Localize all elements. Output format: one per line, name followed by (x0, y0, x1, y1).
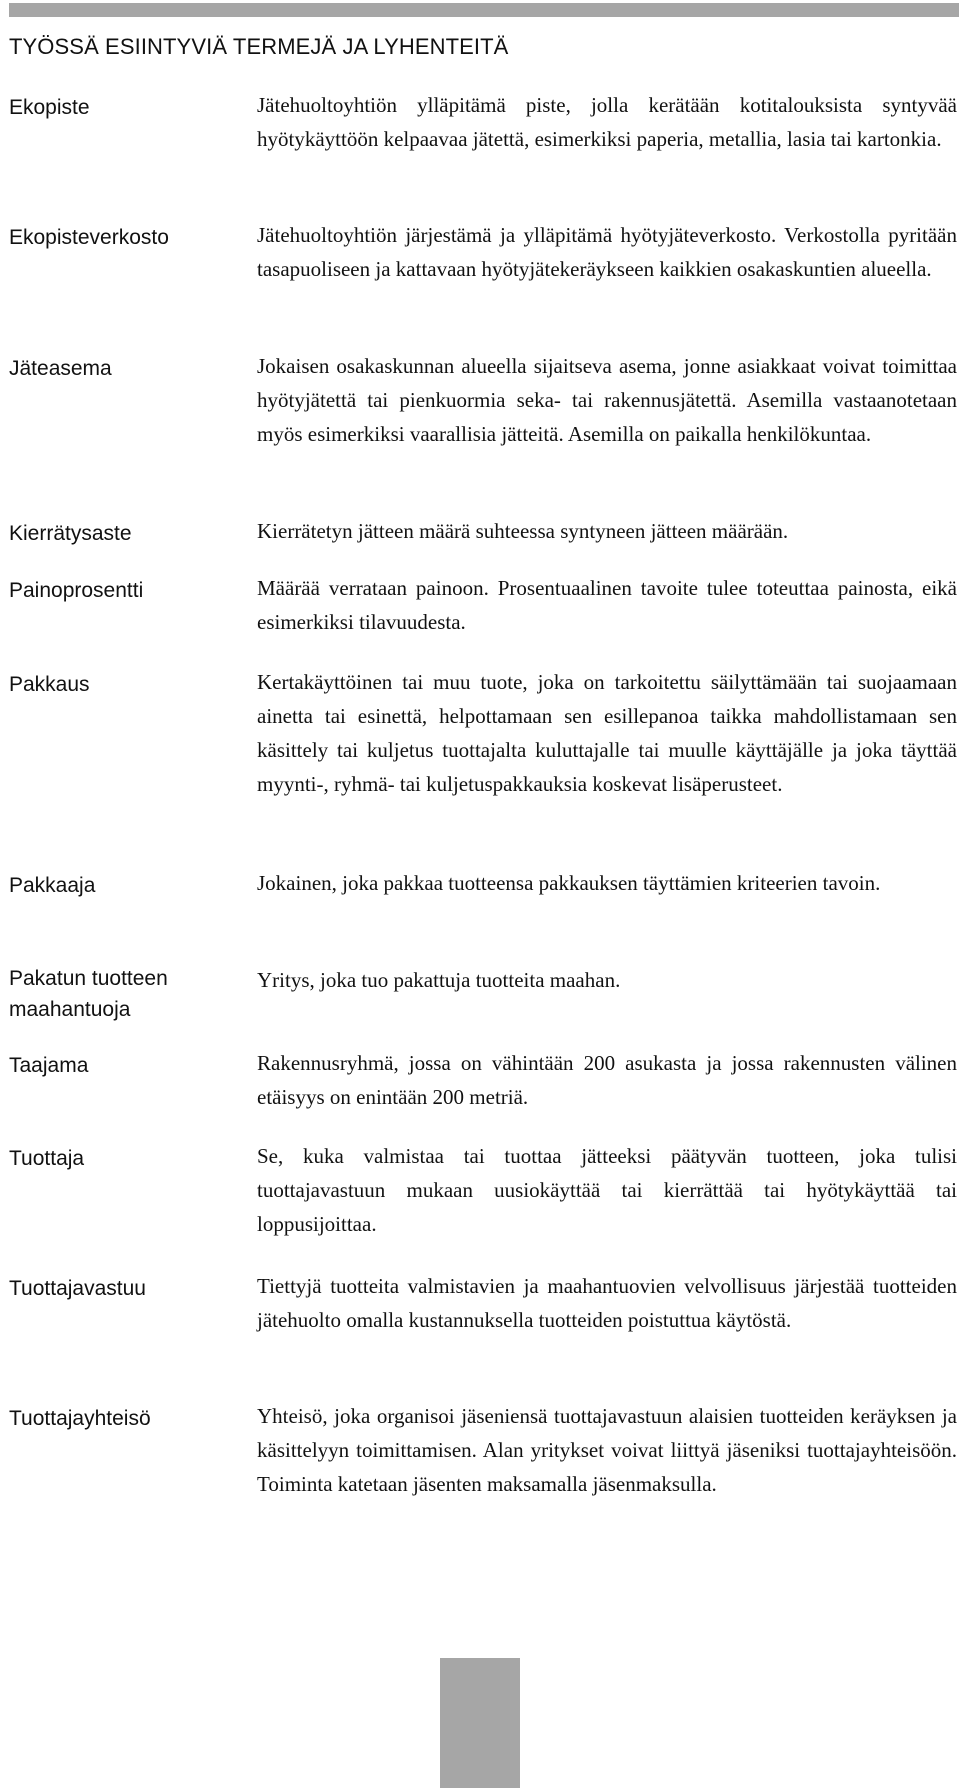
term-pakkaaja: Pakkaaja (9, 874, 96, 897)
term-jateasema: Jäteasema (9, 357, 112, 380)
definition-taajama: Rakennusryhmä, jossa on vähintään 200 asukasta ja jossa rakennusten välinen etäisyys on enintään 200 metriä. (257, 1051, 957, 1109)
term-tuottajavastuu: Tuottajavastuu (9, 1277, 146, 1300)
term-ekopisteverkosto: Ekopisteverkosto (9, 226, 169, 249)
definition-kierratysaste: Kierrätetyn jätteen määrä suhteessa syntyneen jätteen määrään. (257, 519, 789, 543)
term-taajama: Taajama (9, 1054, 89, 1077)
term-kierratysaste: Kierrätysaste (9, 522, 132, 545)
definition-tuottaja: Se, kuka valmistaa tai tuottaa jätteeksi päätyvän tuotteen, joka tulisi tuottajavastuun mukaan uusiokäyttää tai kierrättää tai hyötykäyttää tai loppusijoittaa. (257, 1144, 957, 1236)
term-pakkaus: Pakkaus (9, 673, 90, 696)
definition-pakkaus: Kertakäyttöinen tai muu tuote, joka on tarkoitettu säilyttämään tai suojaamaan ainetta tai esinettä, helpottamaan sen esillepanoa taikka mahdollistamaan sen käsittely tai kuljetus tuottajalta kuluttajalle tai muulle käyttäjälle ja joka täyttää myynti-, ryhmä- tai kuljetuspakkauksia koskevat lisäperusteet. (257, 670, 957, 796)
definition-ekopisteverkosto: Jätehuoltoyhtiön järjestämä ja ylläpitämä hyötyjäteverkosto. Verkostolla pyritään tasapuoliseen ja kattavaan hyötyjätekeräykseen kaikkien osakaskuntien alueella. (257, 223, 957, 281)
page-number-tab (440, 1658, 520, 1788)
definition-painoprosentti: Määrää verrataan painoon. Prosentuaalinen tavoite tulee toteuttaa painosta, eikä esimerkiksi tilavuudesta. (257, 576, 957, 634)
top-decorative-bar (9, 3, 959, 17)
definition-pakkaaja: Jokainen, joka pakkaa tuotteensa pakkauksen täyttämien kriteerien tavoin. (257, 871, 881, 895)
definition-jateasema: Jokaisen osakaskunnan alueella sijaitseva asema, jonne asiakkaat voivat toimittaa hyötyjätettä tai pienkuormia seka- tai rakennusjätettä. Asemilla vastaanotetaan myös esimerkiksi vaarallisia jätteitä. Asemilla on paikalla henkilökuntaa. (257, 354, 957, 446)
definition-tuottajavastuu: Tiettyjä tuotteita valmistavien ja maahantuovien velvollisuus järjestää tuotteiden jätehuolto omalla kustannuksella tuotteiden poistuttua käytöstä. (257, 1274, 957, 1332)
term-tuottaja: Tuottaja (9, 1147, 85, 1170)
term-painoprosentti: Painoprosentti (9, 579, 144, 602)
definition-tuottajayhteiso: Yhteisö, joka organisoi jäseniensä tuottajavastuun alaisien tuotteiden keräyksen ja käsittelyyn toimittamisen. Alan yritykset voivat liittyä jäseniksi tuottajayhteisöön. Toiminta katetaan jäsenten maksamalla jäsenmaksulla. (257, 1404, 957, 1496)
term-ekopiste: Ekopiste (9, 96, 90, 119)
definition-pakatun-tuotteen-maahantuoja: Yritys, joka tuo pakattuja tuotteita maahan. (257, 968, 621, 992)
term-tuottajayhteiso: Tuottajayhteisö (9, 1407, 151, 1430)
page-title: TYÖSSÄ ESIINTYVIÄ TERMEJÄ JA LYHENTEITÄ (9, 34, 509, 59)
definition-ekopiste: Jätehuoltoyhtiön ylläpitämä piste, jolla kerätään kotitalouksista syntyvää hyötykäyttöön kelpaavaa jätettä, esimerkiksi paperia, metallia, lasia tai kartonkia. (257, 93, 957, 151)
term-pakatun-tuotteen-maahantuoja: Pakatun tuotteen maahantuoja (9, 967, 168, 1021)
